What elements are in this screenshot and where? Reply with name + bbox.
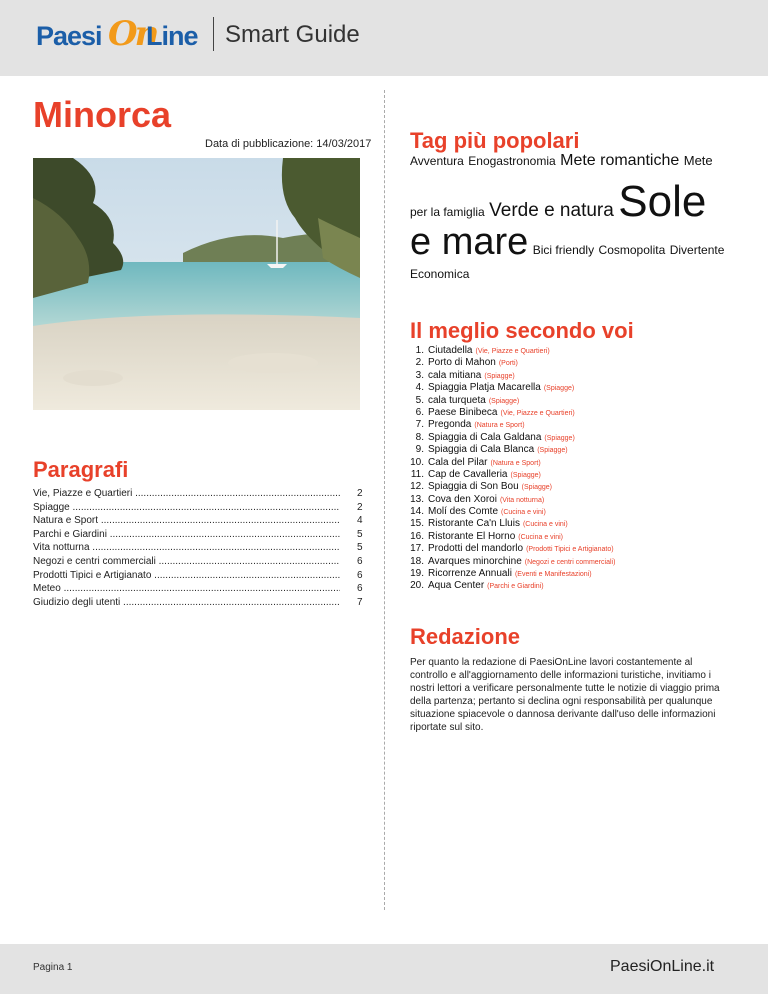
tag-link[interactable]: Cosmopolita	[598, 243, 666, 257]
tag-link[interactable]: Mete	[683, 153, 713, 168]
toc-item-name: Parchi e Giardini .....	[33, 528, 340, 542]
best-item-category: (Natura e Sport)	[490, 459, 541, 467]
best-item-name: Ricorrenze Annuali	[428, 568, 512, 580]
best-item-name: Pregonda	[428, 419, 472, 431]
best-item-name: Avarques minorchine	[428, 555, 522, 567]
tag-link[interactable]: per la famiglia	[410, 205, 485, 219]
tag-link[interactable]: Enogastronomia	[468, 154, 556, 168]
best-list-item[interactable]	[410, 345, 740, 357]
best-item-category: (Porti)	[498, 360, 518, 368]
best-item-name: Cala del Pilar	[428, 456, 488, 468]
best-item-name: Aqua Center	[428, 580, 485, 592]
best-item-category: (Spiagge)	[544, 434, 575, 442]
best-list-item[interactable]	[410, 494, 740, 506]
best-item-category: (Vita notturna)	[499, 496, 545, 504]
table-of-contents	[33, 487, 363, 609]
best-item-rank: 1.	[415, 345, 424, 356]
toc-item-page: 4	[357, 515, 363, 527]
best-item-category: (Eventi e Manifestazioni)	[514, 571, 592, 579]
best-list-item[interactable]	[410, 518, 740, 530]
toc-row[interactable]	[33, 541, 363, 555]
toc-item-name: Spiagge .....	[33, 501, 340, 515]
best-list-item[interactable]	[410, 506, 740, 518]
best-item-rank: 6.	[415, 406, 424, 418]
best-item-name: Cova den Xoroi	[428, 493, 497, 505]
best-item-rank: 11.	[410, 468, 424, 480]
toc-row[interactable]	[33, 582, 363, 596]
destination-photo	[33, 158, 360, 410]
toc-item-page: 7	[357, 596, 363, 608]
toc-item-name: Natura e Sport .....	[33, 514, 340, 528]
redazione-text: Per quanto la redazione di PaesiOnLine lavori costantemente al controllo e all'aggiornamento delle informazioni turistiche, invitiamo i nostri lettori a verificare personalmente tutte le notizie di viaggio prima della partenza; pertanto si declina ogni responsabilità per qualunque situazione spiacevole o dannosa derivante dall'uso delle informazioni riportate sul sito.	[410, 657, 720, 733]
best-item-rank: 2.	[415, 357, 424, 369]
best-item-category: (Cucina e vini)	[518, 533, 564, 541]
best-item-category: (Spiagge)	[521, 484, 552, 492]
best-item-rank: 17.	[410, 543, 424, 555]
best-item-category: (Spiagge)	[484, 372, 515, 380]
best-list-item[interactable]	[410, 370, 740, 382]
best-item-category: (Spiagge)	[510, 471, 541, 479]
toc-item-name: Giudizio degli utenti .....	[33, 596, 340, 610]
best-item-rank: 3.	[415, 369, 424, 381]
redazione-title: Redazione	[410, 624, 521, 649]
best-list-item[interactable]	[410, 481, 740, 493]
best-item-rank: 12.	[410, 481, 424, 493]
toc-row[interactable]	[33, 569, 363, 583]
paragrafi-title: Paragrafi	[33, 457, 129, 482]
column-divider	[384, 90, 385, 910]
toc-item-page: 5	[357, 542, 363, 554]
toc-item-page: 6	[357, 569, 363, 581]
header-title: Smart Guide	[225, 21, 360, 48]
header-divider	[213, 17, 214, 51]
best-item-category: (Spiagge)	[543, 385, 575, 393]
best-list-item[interactable]	[410, 568, 740, 580]
paesionline-logo[interactable]	[36, 16, 196, 56]
best-item-category: (Cucina e vini)	[501, 509, 546, 517]
best-item-name: Porto di Mahon	[428, 357, 496, 369]
best-item-rank: 10.	[410, 456, 424, 468]
city-title: Minorca	[33, 94, 172, 135]
toc-item-page: 6	[357, 583, 363, 595]
toc-item-name: Vita notturna .....	[33, 541, 340, 555]
toc-row[interactable]	[33, 596, 363, 610]
best-list-item[interactable]	[410, 382, 740, 394]
best-item-category: (Vie, Piazze e Quartieri)	[500, 409, 575, 417]
best-item-category: (Vie, Piazze e Quartieri)	[475, 348, 550, 355]
best-item-name: cala mitiana	[428, 369, 482, 381]
best-item-name: Spiaggia di Cala Blanca	[428, 444, 535, 456]
page-footer	[0, 944, 768, 994]
best-item-name: Prodotti del mandorlo	[428, 543, 524, 555]
best-item-rank: 19.	[410, 568, 424, 580]
best-item-name: Spiaggia di Cala Galdana	[428, 431, 542, 443]
best-item-rank: 8.	[415, 431, 424, 443]
logo-text-on: On	[108, 14, 157, 54]
best-item-category: (Prodotti Tipici e Artigianato)	[526, 546, 614, 554]
toc-row[interactable]	[33, 514, 363, 528]
page-number: Pagina 1	[33, 962, 73, 973]
best-item-name: Spiaggia Platja Macarella	[428, 382, 541, 394]
toc-item-page: 5	[357, 528, 363, 540]
publication-date: Data di pubblicazione: 14/03/2017	[205, 138, 372, 150]
best-list-item[interactable]	[410, 580, 740, 592]
best-item-rank: 7.	[415, 419, 424, 431]
best-list-item[interactable]	[410, 543, 740, 555]
page-header	[0, 0, 768, 76]
best-list-item[interactable]	[410, 531, 740, 543]
tag-link[interactable]: Verde e natura	[489, 200, 614, 221]
toc-item-page: 2	[357, 501, 363, 513]
logo-text-line: Line	[146, 21, 198, 51]
best-item-category: (Negozi e centri commerciali)	[524, 558, 616, 566]
best-item-name: cala turqueta	[428, 394, 486, 406]
toc-row[interactable]	[33, 555, 363, 569]
best-list-item[interactable]	[410, 469, 740, 481]
best-item-name: Ristorante Ca'n Lluis	[428, 518, 520, 530]
toc-item-name: Prodotti Tipici e Artigianato .....	[33, 569, 340, 583]
best-item-rank: 15.	[410, 518, 424, 530]
tag-link[interactable]: Avventura	[410, 154, 464, 168]
best-list-item[interactable]	[410, 395, 740, 407]
best-list-item[interactable]	[410, 457, 740, 469]
toc-item-name: Meteo .....	[33, 582, 340, 596]
tag-link[interactable]: Divertente	[669, 243, 725, 257]
beach-photo-illustration	[33, 158, 360, 410]
tags-title: Tag più popolari	[410, 128, 580, 153]
toc-item-name: Negozi e centri commerciali .....	[33, 555, 340, 569]
tag-link[interactable]: Mete romantiche	[560, 152, 680, 169]
toc-item-page: 6	[357, 555, 363, 567]
best-list-item[interactable]	[410, 357, 740, 369]
best-item-name: Paese Binibeca	[428, 406, 498, 418]
toc-item-page: 2	[357, 488, 363, 499]
best-item-name: Spiaggia di Son Bou	[428, 481, 519, 493]
best-item-name: Ciutadella	[428, 345, 473, 356]
best-item-name: Molí des Comte	[428, 506, 499, 518]
best-item-rank: 16.	[410, 530, 424, 542]
best-item-name: Cap de Cavalleria	[428, 468, 508, 480]
best-item-category: (Cucina e vini)	[522, 521, 568, 529]
best-item-rank: 18.	[410, 555, 424, 567]
best-title: Il meglio secondo voi	[410, 318, 634, 343]
best-item-category: (Natura e Sport)	[474, 422, 525, 430]
tag-link[interactable]: Economica	[410, 267, 470, 281]
best-list-item[interactable]	[410, 444, 740, 456]
best-list-item[interactable]	[410, 432, 740, 444]
best-item-category: (Parchi e Giardini)	[487, 583, 544, 591]
best-item-rank: 20.	[410, 580, 424, 592]
toc-item-name: Vie, Piazze e Quartieri .....	[33, 487, 340, 501]
best-item-rank: 5.	[415, 394, 424, 406]
best-list-item[interactable]	[410, 419, 740, 431]
best-item-category: (Spiagge)	[537, 447, 568, 455]
best-list-item[interactable]	[410, 407, 740, 419]
toc-row[interactable]	[33, 487, 363, 501]
best-list-item[interactable]	[410, 556, 740, 568]
toc-row[interactable]	[33, 501, 363, 515]
best-item-name: Ristorante El Horno	[428, 530, 516, 542]
site-name[interactable]: PaesiOnLine.it	[610, 958, 715, 975]
best-item-rank: 13.	[410, 493, 424, 505]
logo-text-paesi: Paesi	[36, 21, 102, 51]
best-item-category: (Spiagge)	[488, 397, 520, 405]
best-item-rank: 9.	[415, 444, 424, 456]
toc-row[interactable]	[33, 528, 363, 542]
tag-link[interactable]: Bici friendly	[532, 243, 595, 257]
tag-link[interactable]: Sole	[618, 177, 707, 226]
best-item-rank: 14.	[410, 506, 424, 518]
best-list	[410, 345, 740, 593]
best-item-rank: 4.	[415, 382, 424, 394]
tag-link[interactable]: e mare	[410, 221, 529, 263]
